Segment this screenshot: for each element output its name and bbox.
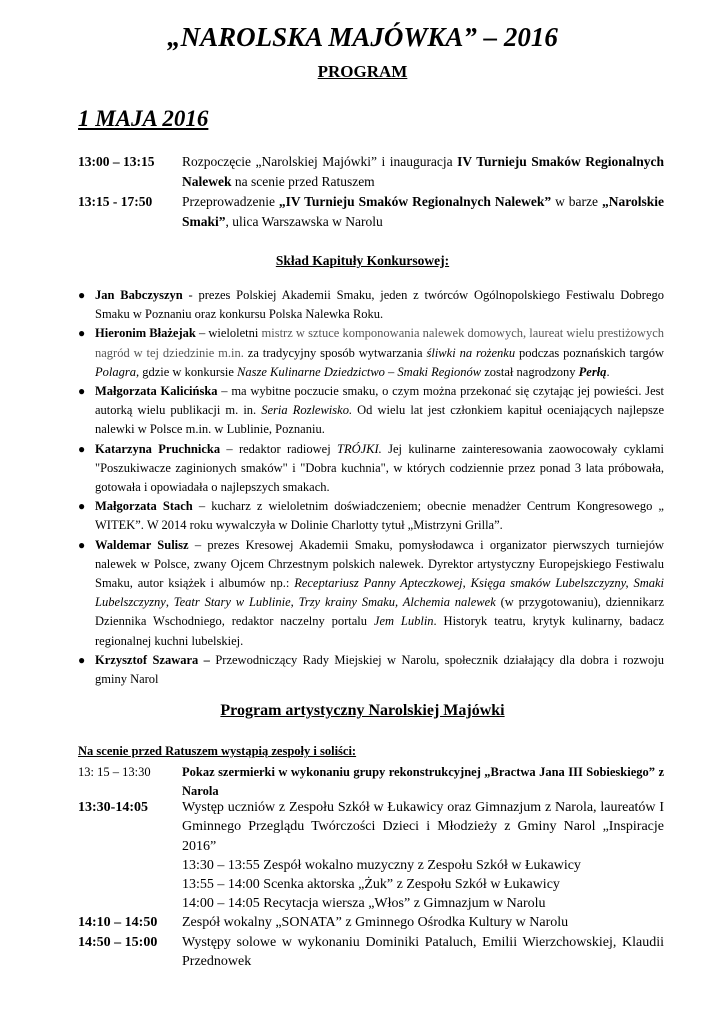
member-name: Krzysztof Szawara – [95,652,210,667]
text-part: . Historyk teatru, krytyk kulinarny, badacz regionalnej kuchni lubelskiej. [95,614,664,648]
member-name: Katarzyna Pruchnicka [95,441,221,456]
art-time: 13:30-14:05 [78,800,148,815]
text-part: (w przygotowaniu), dziennikarz Dziennika Wschodniego, redaktor naczelny portalu [95,595,664,629]
art-program-subheading: Na scenie przed Ratuszem wystąpią zespoły i soliści: [78,744,357,758]
list-item [78,440,664,498]
document-title: „NAROLSKA MAJÓWKA” – 2016 [167,22,558,52]
schedule-time: 13:00 – 13:15 [78,154,155,169]
bullet-icon: ● [78,384,86,399]
text-part: - prezes Polskiej Akademii Smaku, jeden z twórców Ogólnopolskiego Festiwalu Dobrego Smaku w Poznaniu oraz konkursu Polska Nalewka Roku. [95,288,664,322]
text-part: w barze [551,194,602,209]
text-italic: Nasze Kulinarne Dziedzictwo – Smaki Regionów [237,364,482,379]
member-name: Małgorzata Kalicińska [95,384,218,399]
art-row-1 [78,798,664,914]
bullet-icon: ● [78,652,86,667]
schedule-description [182,192,664,232]
text-italic: TRÓJKI. [337,441,382,456]
text-part: – ma wybitne poczucie smaku, o czym można przekonać się czytając jej powieści. Jest autorką wielu publikacji m. in. [95,384,664,418]
bullet-icon: ● [78,441,86,456]
text-bold: „IV Turnieju Smaków Regionalnych Nalewek” [278,194,552,209]
text-bold-italic: Perłą [578,364,607,379]
opening-schedule [78,152,664,232]
text-part: na scenie przed Ratuszem [231,174,375,189]
schedule-row [78,192,664,232]
text-part: . [606,364,610,379]
art-row [78,913,664,932]
text-italic: śliwki na rożenku [426,345,516,360]
art-description: Występy solowe w wykonaniu Dominiki Pataluch, Emilii Wierzchowskiej, Klaudii Przednowek [182,935,664,970]
art-sub-item: 13:30 – 13:55 Zespół wokalno muzyczny z Zespołu Szkół w Łukawicy [182,857,581,873]
text-italic: Jem Lublin [373,614,434,629]
text-part: podczas poznańskich targów [515,345,664,360]
bullet-icon: ● [78,499,86,514]
art-row [78,798,664,914]
text-italic: Księga smaków Lubelszczyzny, Smaki Lubelszczyzny [95,576,664,610]
text-part: Przewodniczący Rady Miejskiej w Narolu, społecznik działający dla dobra i rozwoju gminy Narol [95,652,664,687]
text-part: – prezes Kresowej Akademii Smaku, pomysłodawca i organizator pierwszych turniejów nalewek w Polsce, zwany Ojcem Chrzestnym polskich nalewek. Dyrektor artystyczny Europejskiego Festiwalu Smaku, autor książek i albumów np.: [95,537,664,591]
member-name: Jan Babczyszyn [95,288,183,302]
text-part: Od wielu lat jest członkiem kapituł oceniających najlepsze nalewki w Polsce m.in. w Lublinie, Poznaniu. [95,403,664,437]
schedule-time: 13:15 - 17:50 [78,194,153,209]
text-italic: Seria Rozlewisko. [261,403,353,418]
text-part: , [462,576,471,591]
event-date: 1 MAJA 2016 [78,106,209,131]
text-bold: IV Turnieju Smaków Regionalnych Nalewek [182,154,664,189]
text-italic: Receptariusz Panny Apteczkowej [294,576,463,591]
art-program-heading: Program artystyczny Narolskiej Majówki [220,702,505,719]
text-part: Jej kulinarne zainteresowania zaowocowały cyklami "Poszukiwacze zaginionych smaków" i "Dobra kuchnia", w których codziennie przez ponad 3 lata próbowała, gotowała i opowiadała o najlepszych smakach. [95,441,664,495]
text-bold: „Narolskie Smaki” [182,194,664,229]
text-part: został nagrodzony [481,364,579,379]
list-item [78,651,664,689]
jury-list [78,286,664,689]
text-part: gdzie w konkursie [139,364,238,379]
list-item [78,497,664,535]
art-row [78,763,664,802]
text-part: za tradycyjny sposób wytwarzania [243,345,427,360]
list-item [78,324,664,382]
art-time: 13: 15 – 13:30 [78,765,151,779]
text-part: , ulica Warszawska w Narolu [225,214,383,229]
art-text: Występ uczniów z Zespołu Szkół w Łukawicy oraz Gimnazjum z Narola, laureatów I Gminnego Przeglądu Twórczości Dzieci i Młodzieży z Gminy Narol „Inspiracje 2016” [182,800,664,854]
bullet-icon: ● [78,537,86,552]
text-part: – wieloletni [195,326,262,341]
art-time: 14:50 – 15:00 [78,935,158,950]
list-item [78,536,664,651]
art-description: Zespół wokalny „SONATA” z Gminnego Ośrodka Kultury w Narolu [182,915,569,930]
schedule-description [182,152,664,192]
bullet-icon: ● [78,288,86,302]
text-part: , [165,595,174,610]
art-sub-item: 14:00 – 14:05 Recytacja wiersza „Włos” z Gimnazjum w Narolu [182,896,546,912]
art-row-0 [78,763,664,802]
art-row [78,933,664,972]
text-part: – kucharz z wieloletnim doświadczeniem; obecnie menadżer Centrum Kongresowego „ WITEK”. W 2014 roku wywalczyła w Dolinie Charlotty tytuł „Mistrzyni Grilla”. [95,499,664,533]
list-item [78,382,664,440]
text-part: – redaktor radiowej [220,441,337,456]
text-part: Przeprowadzenie [182,194,279,209]
schedule-row [78,152,664,192]
member-name: Małgorzata Stach [95,499,193,514]
art-row-3 [78,933,664,972]
art-description: Pokaz szermierki w wykonaniu grupy rekonstrukcyjnej „Bractwa Jana III Sobieskiego” z Narola [182,765,664,799]
document-subtitle: PROGRAM [317,62,408,81]
art-description [182,798,664,914]
art-row-2 [78,913,664,932]
art-time: 14:10 – 14:50 [78,915,158,930]
text-gray: mistrz w sztuce komponowania nalewek domowych, laureat wielu prestiżowych nagród w tej dziedzinie m.in. [95,326,664,360]
bullet-icon: ● [78,326,86,341]
jury-heading: Skład Kapituły Konkursowej: [275,253,450,268]
text-italic: Polagra, [95,364,140,379]
art-sub-item: 13:55 – 14:00 Scenka aktorska „Żuk” z Zespołu Szkół w Łukawicy [182,877,560,893]
member-name: Waldemar Sulisz [95,537,189,552]
text-part: Rozpoczęcie „Narolskiej Majówki” i inauguracja [182,154,458,169]
member-name: Hieronim Błażejak [95,326,196,341]
list-item [78,286,664,324]
text-italic: Teatr Stary w Lublinie, Trzy krainy Smaku, Alchemia nalewek [173,595,496,610]
